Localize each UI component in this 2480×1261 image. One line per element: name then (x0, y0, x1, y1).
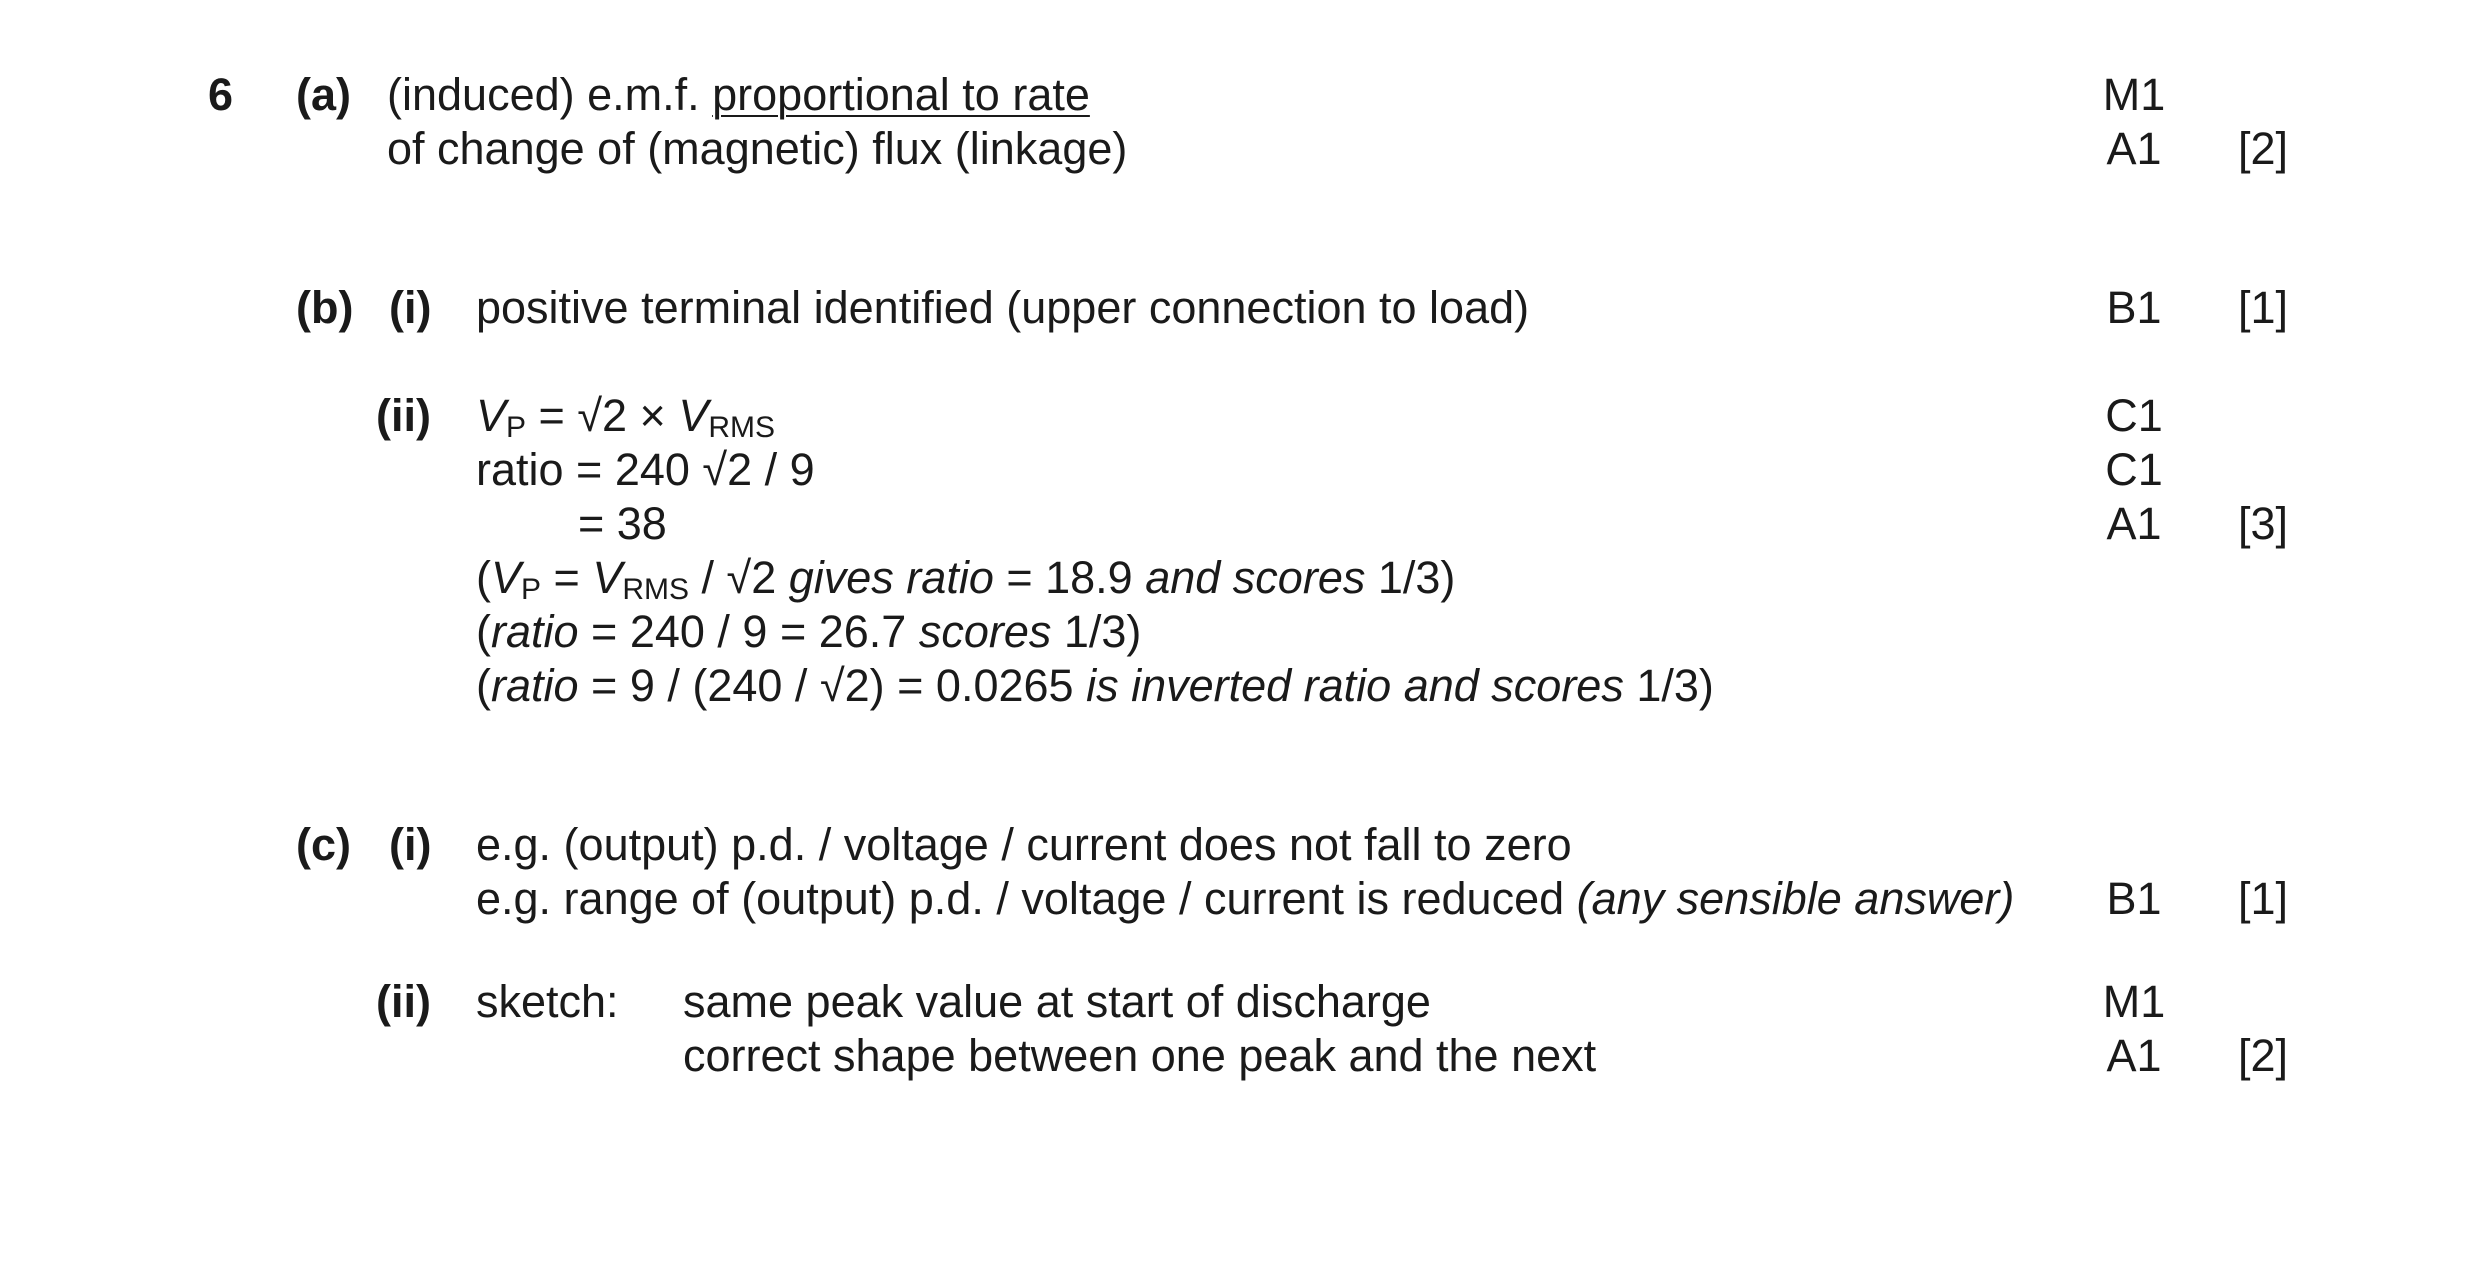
part-b-label: (b) (296, 282, 354, 333)
part-c-i-mark: B1 (2106, 873, 2162, 924)
alt-1-mid2: / √2 (689, 552, 789, 603)
part-b-ii-equation (476, 389, 775, 443)
part-b-ii-result-line: = 38 (578, 498, 667, 549)
alt-3-ratio-word: ratio (491, 660, 579, 711)
alt-1-vp-sub: P (521, 573, 542, 606)
alt-1-value: = 18.9 (993, 552, 1146, 603)
part-a-line1-text: (induced) e.m.f. (387, 69, 713, 120)
vrms-symbol: V (678, 390, 709, 441)
part-b-ii-alt-2 (476, 605, 1141, 659)
alt-2-ratio-word: ratio (491, 606, 579, 657)
alt-1-vrms-sub: RMS (622, 573, 690, 606)
question-number: 6 (208, 69, 234, 120)
part-a-total: [2] (2237, 123, 2289, 174)
part-c-i-label: (i) (389, 819, 432, 870)
vp-symbol: V (476, 390, 507, 441)
part-a-label: (a) (296, 69, 351, 120)
part-c-i-line2-text: e.g. range of (output) p.d. / voltage / current is reduced (476, 873, 1577, 924)
part-a-line1 (387, 68, 1090, 122)
part-b-ii-mark-1: C1 (2105, 390, 2163, 441)
alt-2-value: = 240 / 9 = 26.7 (578, 606, 919, 657)
alt-1-open: ( (476, 552, 491, 603)
part-c-ii-sketch-label: sketch: (476, 976, 619, 1027)
part-a-underlined-text: proportional to rate (712, 69, 1090, 120)
part-b-ii-alt-1 (476, 551, 1455, 605)
part-a-mark-2: A1 (2106, 123, 2162, 174)
part-b-ii-ratio-line: ratio = 240 √2 / 9 (476, 444, 815, 495)
part-c-i-line1: e.g. (output) p.d. / voltage / current does not fall to zero (476, 819, 1572, 870)
alt-3-value: = 9 / (240 / √2) = 0.0265 (578, 660, 1087, 711)
alt-1-vrms: V (592, 552, 623, 603)
part-b-ii-total: [3] (2237, 498, 2289, 549)
part-a-line2: of change of (magnetic) flux (linkage) (387, 123, 1128, 174)
vp-subscript: P (506, 411, 527, 444)
part-b-ii-alt-3 (476, 659, 1714, 713)
part-b-ii-label: (ii) (376, 390, 431, 441)
part-b-i-mark: B1 (2106, 282, 2162, 333)
alt-3-comment: is inverted ratio and scores (1086, 660, 1624, 711)
alt-1-score: 1/3) (1365, 552, 1456, 603)
alt-2-scores: scores (918, 606, 1052, 657)
alt-3-open: ( (476, 660, 491, 711)
part-b-i-label: (i) (389, 282, 432, 333)
part-c-i-line2 (476, 872, 2014, 926)
part-c-ii-total: [2] (2237, 1030, 2289, 1081)
part-c-ii-mark-1: M1 (2102, 976, 2166, 1027)
part-b-i-text: positive terminal identified (upper connection to load) (476, 282, 1530, 333)
part-b-i-total: [1] (2237, 282, 2289, 333)
part-b-ii-mark-3: A1 (2106, 498, 2162, 549)
alt-1-gives-ratio: gives ratio (788, 552, 994, 603)
part-c-ii-line1: same peak value at start of discharge (683, 976, 1431, 1027)
alt-2-score: 1/3) (1051, 606, 1142, 657)
part-c-label: (c) (296, 819, 351, 870)
vrms-subscript: RMS (708, 411, 776, 444)
equation-middle: = √2 × (526, 390, 679, 441)
alt-1-mid1: = (541, 552, 593, 603)
part-c-i-line2-italic: (any sensible answer) (1576, 873, 2015, 924)
alt-1-and-scores: and scores (1145, 552, 1366, 603)
alt-3-score: 1/3) (1623, 660, 1714, 711)
part-b-ii-mark-2: C1 (2105, 444, 2163, 495)
part-c-i-total: [1] (2237, 873, 2289, 924)
alt-1-vp: V (491, 552, 522, 603)
part-c-ii-label: (ii) (376, 976, 431, 1027)
alt-2-open: ( (476, 606, 491, 657)
part-c-ii-mark-2: A1 (2106, 1030, 2162, 1081)
part-a-mark-1: M1 (2102, 69, 2166, 120)
part-c-ii-line2: correct shape between one peak and the next (683, 1030, 1597, 1081)
